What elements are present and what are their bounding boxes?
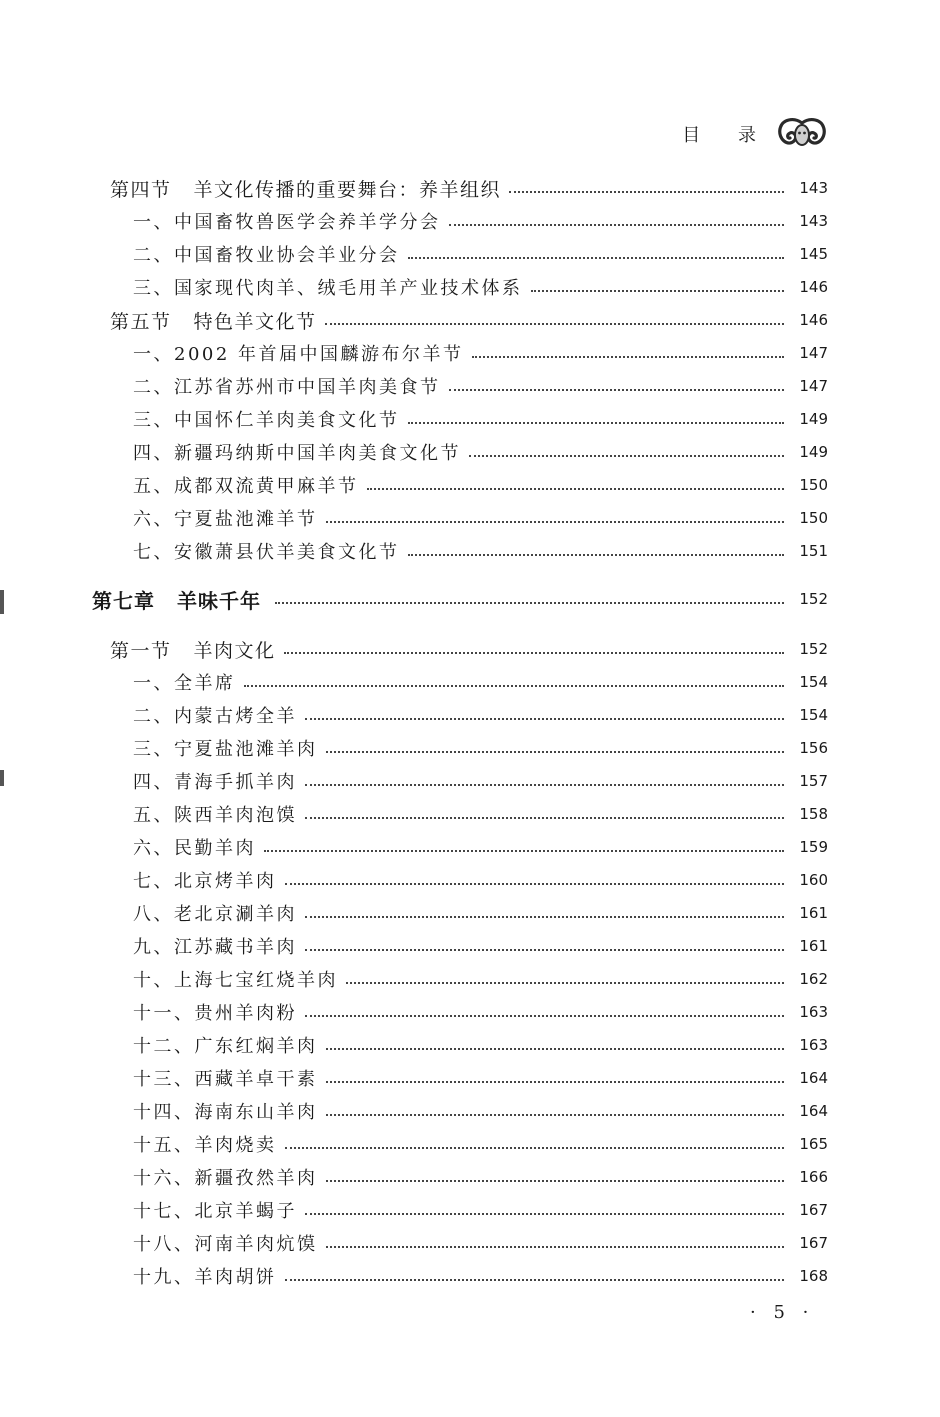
toc-page-number: 150 <box>799 509 828 527</box>
toc-title: 羊文化传播的重要舞台：养羊组织 <box>193 178 502 201</box>
toc-title: 十五、羊肉烧卖 <box>133 1135 277 1156</box>
toc-title: 十七、北京羊蝎子 <box>133 1201 297 1222</box>
toc-title: 十二、广东红焖羊肉 <box>133 1036 318 1057</box>
toc-title: 八、老北京涮羊肉 <box>133 904 297 925</box>
toc-page-number: 164 <box>799 1069 828 1087</box>
dot-leader <box>408 554 785 556</box>
toc-item[interactable] <box>0 1129 940 1159</box>
toc-page-number: 159 <box>799 838 828 856</box>
toc-title: 四、青海手抓羊肉 <box>133 772 297 793</box>
toc-title: 二、内蒙古烤全羊 <box>133 706 297 727</box>
toc-title: 十六、新疆孜然羊肉 <box>133 1168 318 1189</box>
toc-page-number: 149 <box>799 443 828 461</box>
toc-page-number: 145 <box>799 245 828 263</box>
dot-leader <box>326 521 785 523</box>
dot-leader <box>509 191 784 193</box>
toc-page-number: 154 <box>799 706 828 724</box>
dot-leader <box>531 290 785 292</box>
toc-title: 九、江苏藏书羊肉 <box>133 937 297 958</box>
toc-title: 三、国家现代肉羊、绒毛用羊产业技术体系 <box>133 278 523 299</box>
scan-edge-mark <box>0 770 4 786</box>
toc-page-number: 161 <box>799 904 828 922</box>
toc-title: 五、成都双流黄甲麻羊节 <box>133 476 359 497</box>
dot-leader <box>326 1048 785 1050</box>
toc-title: 七、安徽萧县伏羊美食文化节 <box>133 542 400 563</box>
toc-page-number: 143 <box>799 212 828 230</box>
toc-title: 一、全羊席 <box>133 673 236 694</box>
toc-item[interactable] <box>0 1162 940 1192</box>
toc-section[interactable] <box>0 634 940 664</box>
dot-leader <box>264 850 784 852</box>
toc-title: 羊味千年 <box>177 588 261 613</box>
toc-page-number: 165 <box>799 1135 828 1153</box>
toc-heading <box>110 636 276 663</box>
toc-item[interactable] <box>0 338 940 368</box>
toc-page-number: 163 <box>799 1036 828 1054</box>
dot-leader <box>285 1147 785 1149</box>
toc-page-number: 146 <box>799 278 828 296</box>
toc-item[interactable] <box>0 371 940 401</box>
toc-item[interactable] <box>0 470 940 500</box>
dot-leader <box>408 257 785 259</box>
toc-item[interactable] <box>0 667 940 697</box>
toc-page-number: 161 <box>799 937 828 955</box>
toc-page-number: 149 <box>799 410 828 428</box>
toc-item[interactable] <box>0 931 940 961</box>
dot-leader <box>408 422 785 424</box>
toc-item[interactable] <box>0 865 940 895</box>
toc-title: 二、中国畜牧业协会羊业分会 <box>133 245 400 266</box>
dot-leader <box>305 784 784 786</box>
toc-title: 六、宁夏盐池滩羊节 <box>133 509 318 530</box>
toc-page-number: 147 <box>799 344 828 362</box>
toc-title: 十一、贵州羊肉粉 <box>133 1003 297 1024</box>
toc-title: 十四、海南东山羊肉 <box>133 1102 318 1123</box>
toc-chapter[interactable] <box>0 584 940 614</box>
toc-page-number: 158 <box>799 805 828 823</box>
dot-leader <box>305 718 784 720</box>
dot-leader <box>472 356 784 358</box>
toc-item[interactable] <box>0 1195 940 1225</box>
dot-leader <box>449 224 785 226</box>
dot-leader <box>469 455 784 457</box>
toc-title: 三、中国怀仁羊肉美食文化节 <box>133 410 400 431</box>
toc-section[interactable] <box>0 305 940 335</box>
dot-leader <box>285 1279 785 1281</box>
dot-leader <box>305 817 784 819</box>
running-header-title: 目 录 <box>682 125 772 146</box>
dot-leader <box>326 1081 785 1083</box>
toc-page-number: 164 <box>799 1102 828 1120</box>
toc-item[interactable] <box>0 503 940 533</box>
toc-heading <box>110 307 317 334</box>
toc-title: 特色羊文化节 <box>193 310 317 333</box>
toc-item[interactable] <box>0 1096 940 1126</box>
dot-leader <box>284 652 784 654</box>
toc-page-number: 143 <box>799 179 828 197</box>
toc-page-number: 154 <box>799 673 828 691</box>
dot-leader <box>326 751 785 753</box>
toc-item[interactable] <box>0 1261 940 1291</box>
toc-item[interactable] <box>0 898 940 928</box>
toc-number: 第四节 <box>110 178 172 201</box>
toc-item[interactable] <box>0 997 940 1027</box>
dot-leader <box>305 1213 784 1215</box>
toc-item[interactable] <box>0 1063 940 1093</box>
toc-heading <box>110 175 501 202</box>
dot-leader <box>305 916 784 918</box>
toc-page-number: 152 <box>799 640 828 658</box>
toc-item[interactable] <box>0 437 940 467</box>
toc-title: 羊肉文化 <box>193 639 276 662</box>
toc-title: 七、北京烤羊肉 <box>133 871 277 892</box>
toc-item[interactable] <box>0 832 940 862</box>
dot-leader <box>305 949 784 951</box>
sheep-horn-ornament-icon <box>776 117 828 151</box>
toc-item[interactable] <box>0 404 940 434</box>
toc-title: 六、民勤羊肉 <box>133 838 256 859</box>
toc-title: 一、中国畜牧兽医学会养羊学分会 <box>133 212 441 233</box>
toc-title: 十八、河南羊肉炕馍 <box>133 1234 318 1255</box>
toc-number: 第一节 <box>110 639 172 662</box>
toc-item[interactable] <box>0 799 940 829</box>
dot-leader <box>346 982 784 984</box>
toc-title: 三、宁夏盐池滩羊肉 <box>133 739 318 760</box>
toc-page-number: 168 <box>799 1267 828 1285</box>
toc-item[interactable] <box>0 239 940 269</box>
dot-leader <box>326 1180 785 1182</box>
toc-page-number: 166 <box>799 1168 828 1186</box>
toc-section[interactable] <box>0 173 940 203</box>
dot-leader <box>275 602 784 604</box>
toc-item[interactable] <box>0 733 940 763</box>
toc-item[interactable] <box>0 700 940 730</box>
toc-page-number: 146 <box>799 311 828 329</box>
page-number: · 5 · <box>750 1302 815 1323</box>
scan-edge-mark <box>0 590 4 614</box>
toc-item[interactable] <box>0 766 940 796</box>
toc-page-number: 156 <box>799 739 828 757</box>
toc-title: 十、上海七宝红烧羊肉 <box>133 970 338 991</box>
dot-leader <box>449 389 785 391</box>
toc-item[interactable] <box>0 536 940 566</box>
toc-number: 第五节 <box>110 310 172 333</box>
toc-page-number: 151 <box>799 542 828 560</box>
dot-leader <box>285 883 785 885</box>
toc-page-number: 152 <box>799 590 828 608</box>
toc-page-number: 163 <box>799 1003 828 1021</box>
toc-page-number: 147 <box>799 377 828 395</box>
toc-title: 四、新疆玛纳斯中国羊肉美食文化节 <box>133 443 461 464</box>
dot-leader <box>326 1246 785 1248</box>
dot-leader <box>326 1114 785 1116</box>
toc-item[interactable] <box>0 1030 940 1060</box>
toc-heading <box>92 585 261 614</box>
toc-item[interactable] <box>0 206 940 236</box>
toc-page-number: 157 <box>799 772 828 790</box>
toc-title: 二、江苏省苏州市中国羊肉美食节 <box>133 377 441 398</box>
toc-title: 十三、西藏羊卓干素 <box>133 1069 318 1090</box>
toc-title: 五、陕西羊肉泡馍 <box>133 805 297 826</box>
toc-number: 第七章 <box>92 588 155 613</box>
toc-page-number: 167 <box>799 1201 828 1219</box>
toc-item[interactable] <box>0 964 940 994</box>
toc-page-number: 160 <box>799 871 828 889</box>
dot-leader <box>244 685 785 687</box>
toc-item[interactable] <box>0 272 940 302</box>
dot-leader <box>367 488 785 490</box>
dot-leader <box>305 1015 784 1017</box>
toc-page-number: 167 <box>799 1234 828 1252</box>
toc-item[interactable] <box>0 1228 940 1258</box>
dot-leader <box>325 323 784 325</box>
toc-page-number: 150 <box>799 476 828 494</box>
toc-page-number: 162 <box>799 970 828 988</box>
running-header <box>682 114 828 154</box>
toc-title: 一、2002 年首届中国麟游布尔羊节 <box>133 344 464 365</box>
toc-title: 十九、羊肉胡饼 <box>133 1267 277 1288</box>
